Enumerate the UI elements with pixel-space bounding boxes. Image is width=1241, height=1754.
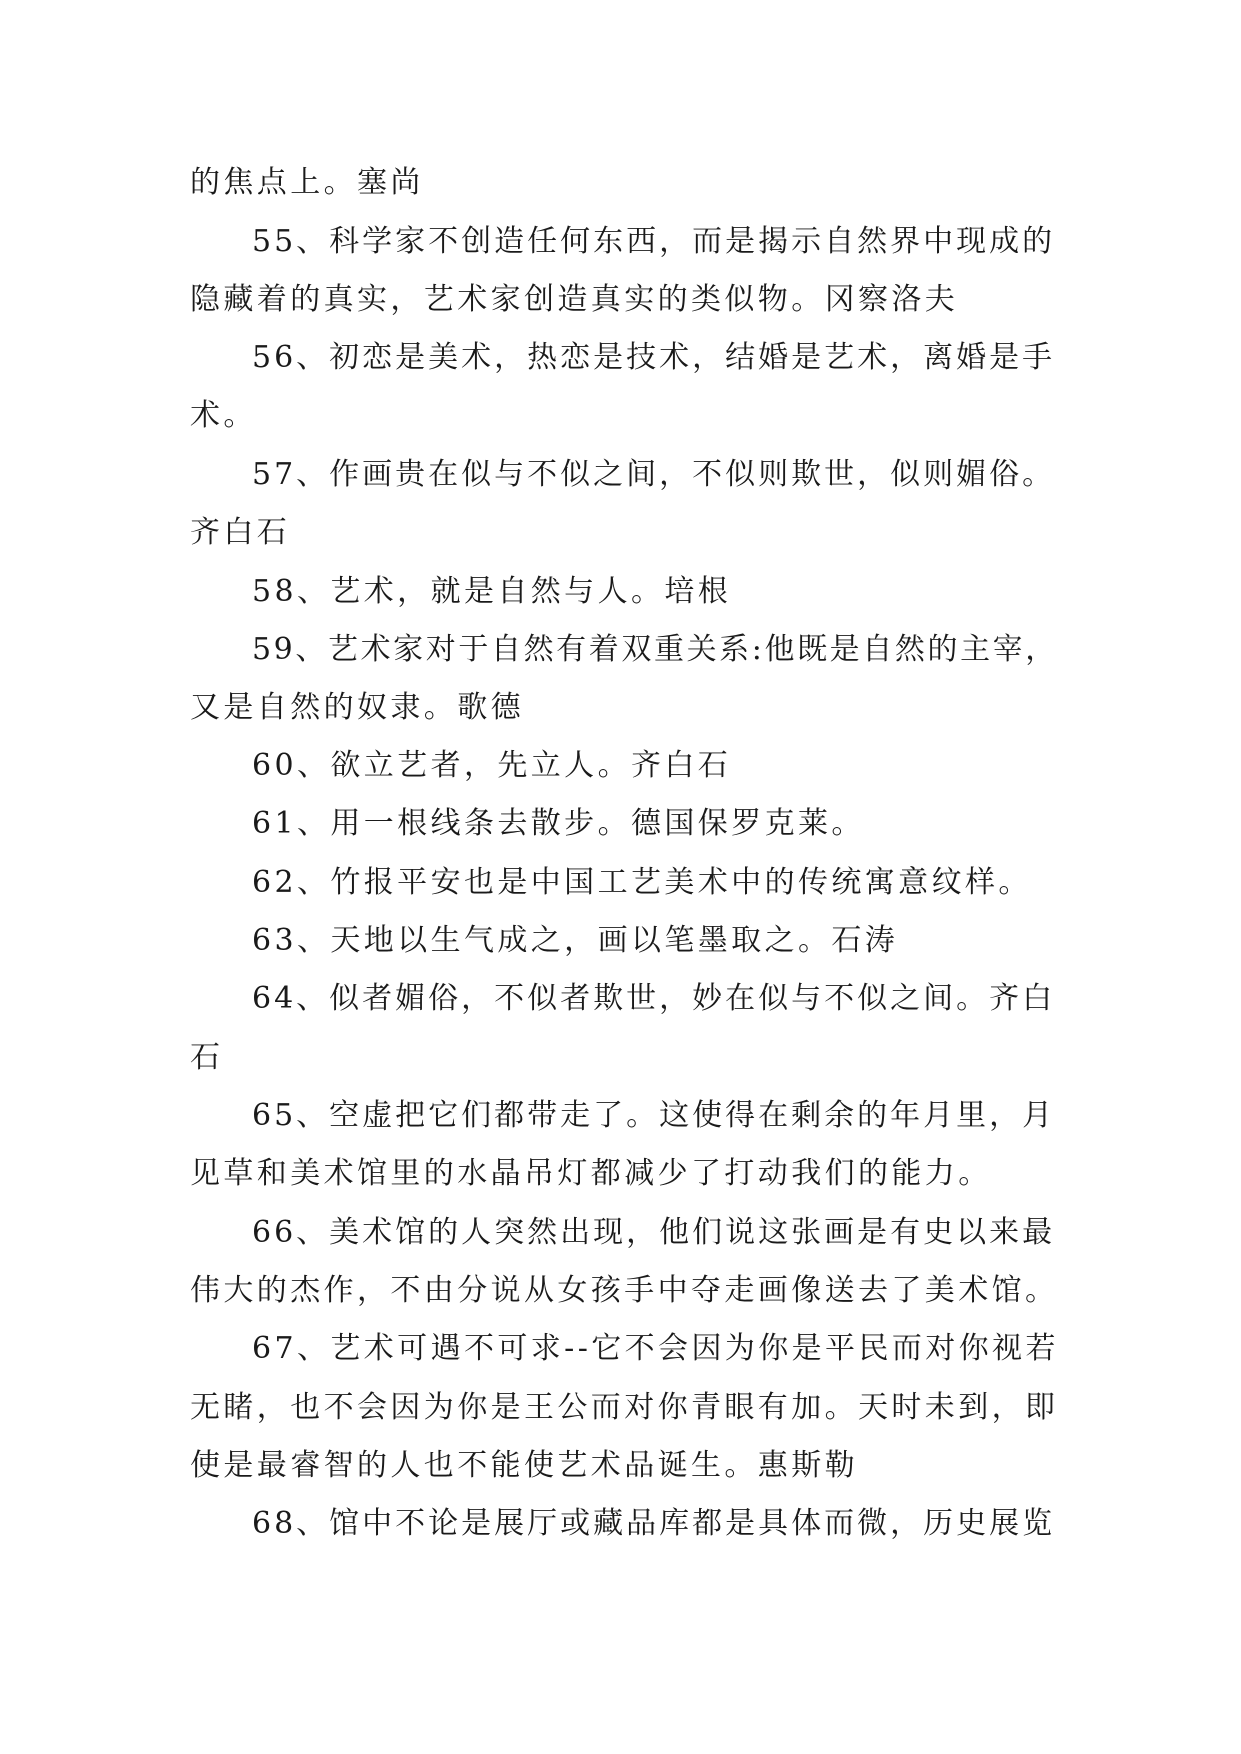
- text-line: 55、科学家不创造任何东西，而是揭示自然界中现成的: [252, 224, 1056, 259]
- text-line: 61、用一根线条去散步。德国保罗克莱。: [252, 806, 865, 841]
- text-line: 见草和美术馆里的水晶吊灯都减少了打动我们的能力。: [190, 1156, 992, 1191]
- text-line: 63、天地以生气成之，画以笔墨取之。石涛: [252, 923, 899, 958]
- text-line: 65、空虚把它们都带走了。这使得在剩余的年月里，月: [252, 1098, 1056, 1133]
- text-line: 石: [190, 1040, 224, 1075]
- text-line: 68、馆中不论是展厅或藏品库都是具体而微，历史展览: [252, 1506, 1056, 1541]
- text-line: 67、艺术可遇不可求--它不会因为你是平民而对你视若: [252, 1331, 1059, 1366]
- text-line: 隐藏着的真实，艺术家创造真实的类似物。冈察洛夫: [190, 282, 959, 317]
- text-line: 术。: [190, 398, 257, 433]
- text-line: 齐白石: [190, 515, 291, 550]
- text-line: 59、艺术家对于自然有着双重关系:他既是自然的主宰，: [252, 632, 1058, 667]
- text-line: 又是自然的奴隶。歌德: [190, 690, 524, 725]
- text-line: 57、作画贵在似与不似之间，不似则欺世，似则媚俗。: [252, 457, 1056, 492]
- text-line: 伟大的杰作，不由分说从女孩手中夺走画像送去了美术馆。: [190, 1273, 1059, 1308]
- text-line: 64、似者媚俗，不似者欺世，妙在似与不似之间。齐白: [252, 981, 1056, 1016]
- text-line: 使是最睿智的人也不能使艺术品诞生。惠斯勒: [190, 1448, 858, 1483]
- text-line: 无睹，也不会因为你是王公而对你青眼有加。天时未到，即: [190, 1390, 1059, 1425]
- text-line: 58、艺术，就是自然与人。培根: [252, 574, 732, 609]
- text-line: 62、竹报平安也是中国工艺美术中的传统寓意纹样。: [252, 865, 1032, 900]
- text-line: 66、美术馆的人突然出现，他们说这张画是有史以来最: [252, 1215, 1056, 1250]
- text-line: 60、欲立艺者，先立人。齐白石: [252, 748, 732, 783]
- text-line: 的焦点上。塞尚: [190, 165, 424, 200]
- text-line: 56、初恋是美术，热恋是技术，结婚是艺术，离婚是手: [252, 340, 1056, 375]
